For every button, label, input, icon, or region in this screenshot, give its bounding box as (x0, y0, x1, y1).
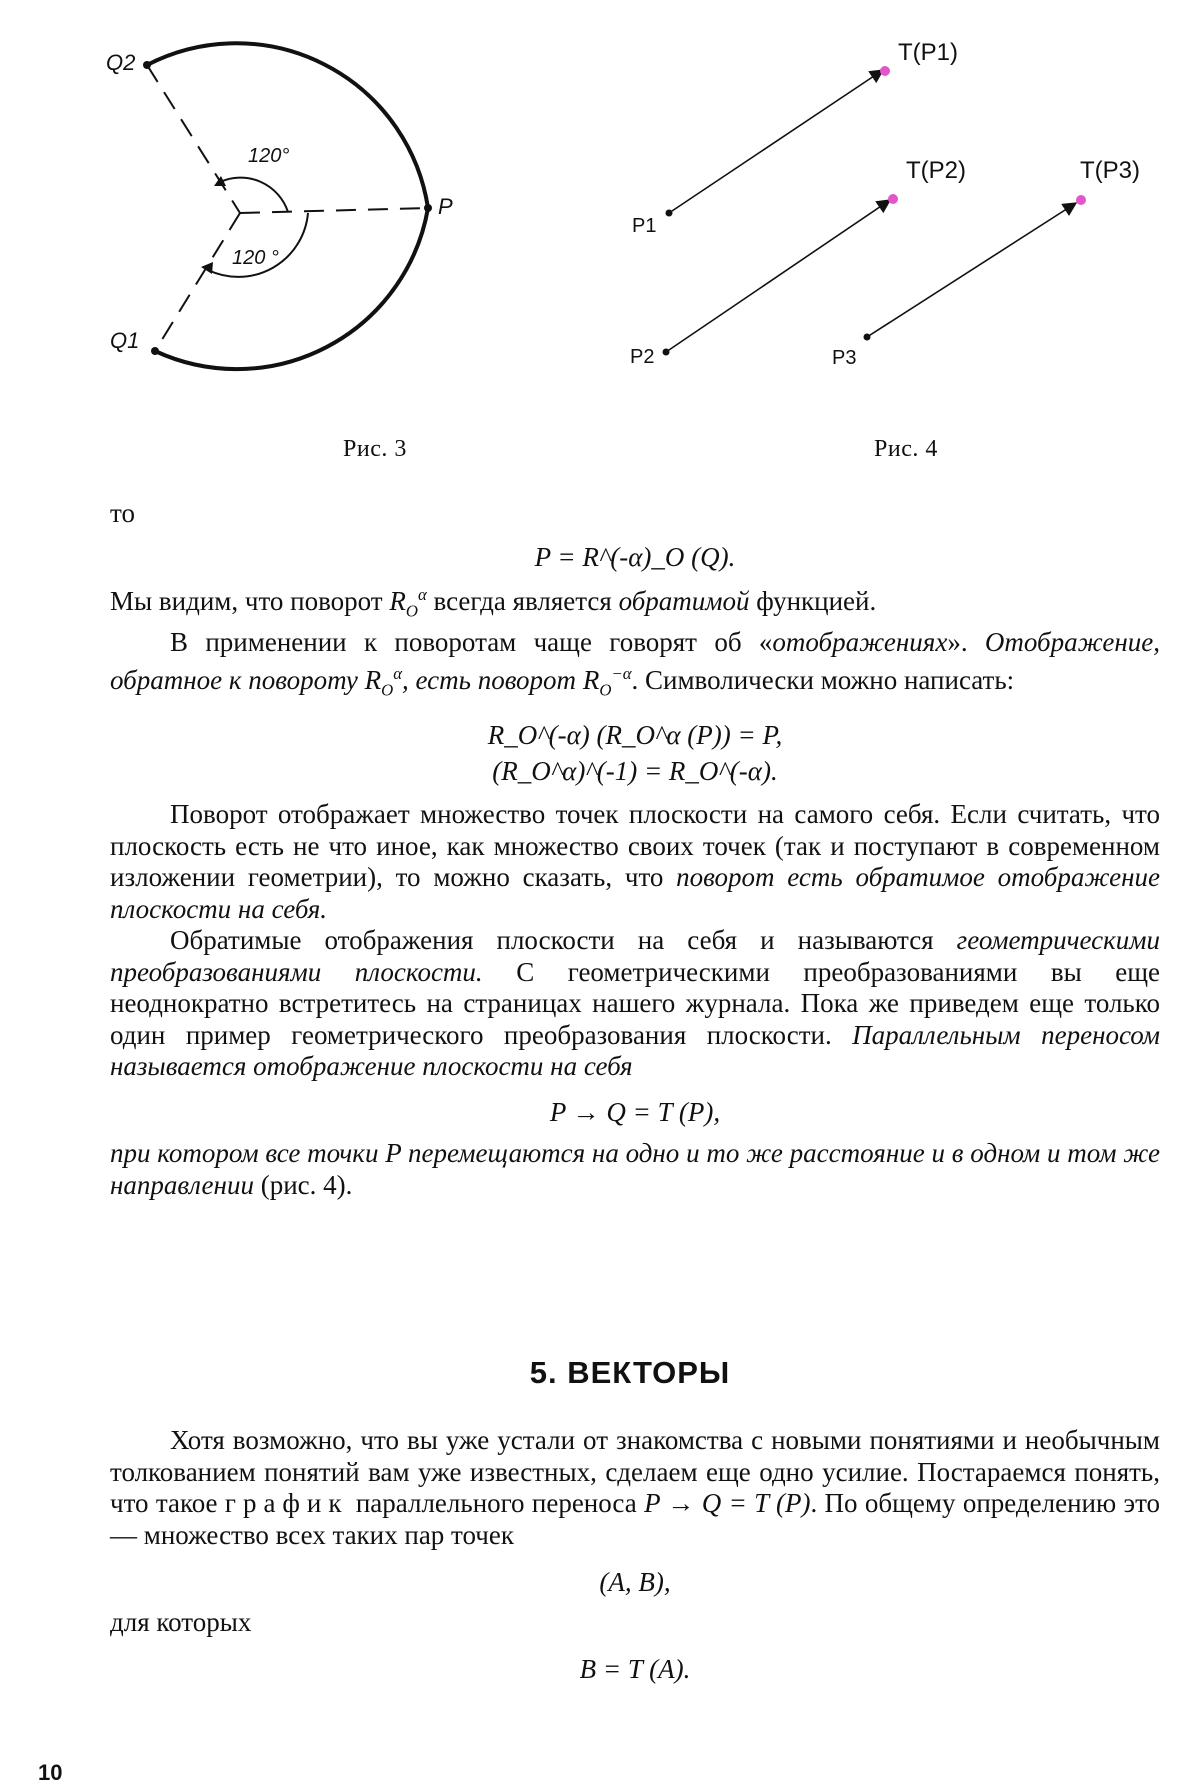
label-tp3: T(P3) (1080, 157, 1140, 184)
p1-text-a: Мы видим, что поворот (110, 586, 390, 616)
page-number: 10 (38, 1760, 63, 1785)
label-p3: P3 (832, 347, 857, 369)
arc-q2-p-q1 (147, 43, 428, 369)
figure-4 (620, 30, 1180, 390)
point-p3 (864, 334, 871, 341)
formula-pair: (A, B), (599, 1567, 671, 1597)
p2-text-f: . Символически можно написать: (631, 665, 1015, 696)
p1-text-d: функцией. (749, 586, 877, 616)
p2-italic-d: Отображение, обратное к повороту (110, 626, 1160, 696)
p6-text-a: Хотя возможно, что вы уже устали от знакомства с новыми понятиями и необычным толкованием понятий вам уже известных, сделаем еще одно усилие. Постараемся понять, что такое (110, 1425, 1160, 1518)
paragraph-rotation-maps (110, 799, 1160, 925)
point-p (424, 204, 432, 212)
point-p1 (666, 210, 673, 217)
label-tp1: T(P1) (898, 39, 958, 66)
vector-p3-tp3 (867, 203, 1076, 337)
angle-label-upper: 120° (248, 145, 290, 167)
label-tp2: T(P2) (906, 157, 966, 184)
p4-text-a: Обратимые отображения плоскости на себя и называются (170, 925, 957, 956)
paragraph-invertible (110, 579, 1160, 627)
point-tp3 (1076, 195, 1086, 205)
p5-text-b: (рис. 4). (253, 1169, 353, 1200)
paragraph-transformations (110, 925, 1160, 1083)
formula-inverse-rotation: P = R^(-α)_O (Q). (534, 541, 736, 572)
angle-arc-upper (220, 178, 288, 212)
p4-text-c: С геометрическими преобразованиями вы еще неоднократно встретитесь на страницах нашего журнала. Пока же приведем еще только один пример геометрического преобразования плоскости. (110, 956, 1160, 1050)
point-q1 (151, 347, 159, 355)
angle-label-lower: 120 ° (232, 247, 279, 269)
p2-text-a: В применении к поворотам чаще говорят об « (170, 626, 773, 657)
figure-4-caption: Рис. 4 (874, 436, 938, 462)
p4-italic-d: Параллельным переносом называется отображение плоскости на себя (110, 1019, 1160, 1082)
formula-translation: P → Q = T (P), (549, 1096, 721, 1127)
point-q2 (143, 61, 151, 69)
vector-p1-tp1 (669, 70, 883, 213)
figure-4-diagram (620, 30, 1180, 390)
rotation-symbol-2: $R_O^\alpha$ (364, 664, 403, 700)
paragraph-vectors (110, 1425, 1160, 1551)
p1-text-b: всегда является (426, 586, 619, 616)
p1-italic: обратимой (618, 586, 750, 616)
formula-composition: R_O^(-α) (R_O^α (P)) = P, (487, 720, 783, 751)
p2-text-c: ». (947, 626, 985, 657)
label-p1: P1 (632, 215, 657, 237)
label-q1: Q1 (110, 328, 140, 353)
point-tp2 (888, 194, 898, 204)
text-for-which: для которых (110, 1606, 252, 1637)
point-tp1 (880, 66, 890, 76)
word-to: то (110, 498, 135, 528)
rotation-symbol: $R_O^\alpha$ (389, 585, 427, 621)
p2-italic-e: , есть поворот (402, 665, 583, 696)
formula-b-equals: B = T (A). (579, 1654, 691, 1684)
point-p2 (663, 349, 670, 356)
p3-italic: поворот есть обратимое отображение плоскости на себя. (110, 862, 1160, 924)
figure-3 (100, 40, 480, 420)
label-p: P (438, 194, 453, 219)
paragraph-translation-def (110, 1138, 1160, 1201)
label-q2: Q2 (106, 50, 136, 75)
figure-3-caption: Рис. 3 (343, 436, 407, 462)
p6-italic-formula: P → Q = T (P) (644, 1488, 811, 1518)
p6-text-e: . По общему определению это — множество всех таких пар точек (110, 1488, 1161, 1550)
p6-spaced-graph: график (224, 1488, 349, 1518)
label-p2: P2 (630, 346, 655, 368)
p2-italic-b: отображениях (772, 626, 948, 657)
body-text-upper (110, 498, 1160, 1201)
p4-italic-b: геометрическими преобразованиями плоскости. (110, 925, 1160, 987)
p5-italic: при котором все точки P перемещаются на одно и то же расстояние и в одном и том же направлении (110, 1138, 1160, 1200)
body-text-lower (110, 1425, 1160, 1686)
dashed-radius-q1 (155, 213, 240, 351)
formula-inverse: (R_O^α)^(-1) = R_O^(-α). (492, 755, 778, 786)
p3-text-a: Поворот отображает множество точек плоскости на самого себя. Если считать, что плоскость есть не что иное, как множество своих точек (так и поступают в современном изложении геометрии), то можно сказать, что (110, 799, 1160, 893)
figure-3-diagram (100, 40, 480, 420)
dashed-radius-q2 (147, 65, 240, 213)
paragraph-mappings (110, 627, 1160, 706)
p6-text-c: параллельного переноса (348, 1488, 645, 1518)
vector-p2-tp2 (666, 200, 890, 352)
rotation-symbol-3: $R_O^{-\alpha}$ (582, 664, 632, 700)
dashed-radius-p (240, 208, 428, 213)
section-heading: 5. ВЕКТОРЫ (529, 1355, 731, 1390)
